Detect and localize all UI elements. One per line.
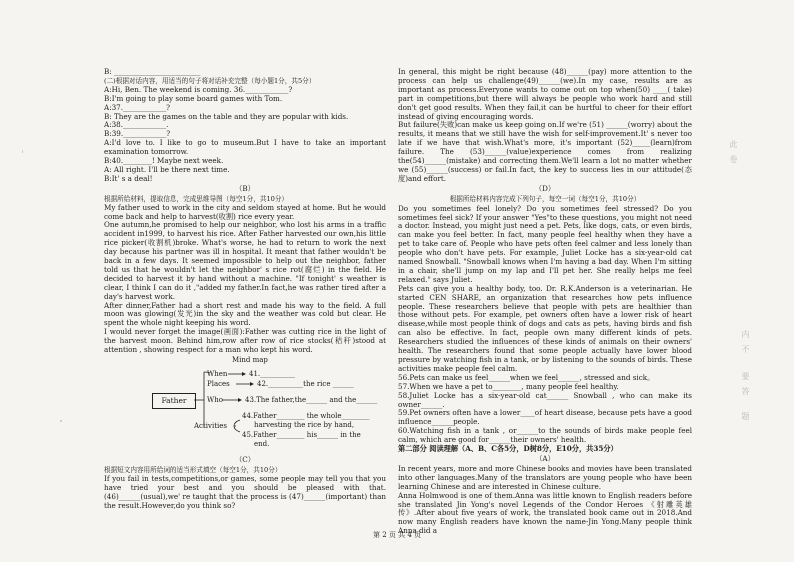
question-59: 59.Pet owners often have a lower____of heart disease, because pets have a good influence______people. — [398, 408, 692, 427]
section-c-title: （C） — [235, 455, 255, 464]
mind-map-places-blank: 42.__________the rice ______ — [257, 380, 354, 388]
dialog-line: B:It' s a deal! — [104, 173, 153, 183]
section-b-instructions: 根据所给材料，提取信息，完成思维导图（每空1分，共10分） — [104, 194, 289, 203]
story-paragraph: My father used to work in the city and seldom stayed at home. But he would come back and help to harvest(收割) rice every year. — [104, 202, 386, 221]
mind-map-when-label: When — [207, 370, 228, 378]
scan-speck — [60, 420, 62, 422]
mind-map-who-label: Who — [207, 396, 223, 404]
scan-speck — [22, 150, 23, 153]
dialog-line: A: All right. I'll be there next time. — [104, 164, 230, 174]
dialog-line: B:40.________! Maybe next week. — [104, 156, 224, 166]
mind-map-activity-45: 45.Father________ his______ in the — [242, 431, 361, 439]
dialog-line: A:38.____________. — [104, 120, 169, 130]
mind-map-activity-44: 44.Father________ the whole________ — [242, 412, 370, 420]
dialog-line: A:I'd love to. I like to go to museum.But I have to take an important examination tomorrow. — [104, 138, 386, 157]
dialog-line: B:39.____________? — [104, 129, 171, 139]
mind-map-places-label: Places — [207, 380, 230, 388]
answer-line-b: B: ________________________ — [104, 67, 201, 76]
reading-paragraph: Anna Holmwood is one of them.Anna was little known to English readers before she translated Jin Yong's novel Legends of the Condor Heroes 《射雕英雄传》.After about five years of work, the translated book came out in 2018.And now many English readers have known the name-Jin Yong.Many people think Anna did a — [398, 490, 692, 536]
margin-mark: 要 — [741, 372, 750, 380]
margin-mark: 答 — [741, 387, 750, 395]
section-b-title: （B） — [235, 183, 255, 193]
margin-mark: 不 — [741, 345, 750, 353]
part-2-title: 第二部分 阅读理解（A、B、C各5分，D树8分，E10分，共35分） — [398, 444, 618, 454]
reading-paragraph: Pets can give you a healthy body, too. Dr. R.K.Anderson is a veterinarian. He started CEN SHARE, an organization that researches how pets influence people. These researchers believe that people with pets are healthier than those without pets. For example, pet owners often have a lower risk of heart disease,while most people think of dogs and cats as pets, having birds and fish can also be effective. In fact, people own many different kinds of pets. Researchers studied the influences of these kinds of animals on their owners' health. The researchers found that some people actually have lower blood pressure by watching fish in a tank, or by listening to the sounds of birds. These activities make people feel calm. — [398, 283, 692, 373]
cloze-paragraph: In general, this might be right because (48)______(pay) more attention to the process can help us challenge(49)______(we).In my case, results are as important as process.Everyone wants to come out on top when(50) ____( take) part in competitions,but there will always be people who work hard and still don't get good results. When they fail,it can be hurtful to cheer for their effort instead of giving encouraging words. — [398, 67, 692, 121]
left-column — [104, 68, 386, 510]
dialog-line: A:Hi, Ben. The weekend is coming. 36.____________? — [104, 84, 293, 94]
reading-paragraph: Do you sometimes feel lonely? Do you sometimes feel stressed? Do you sometimes feel sick? If your answer "Yes"to these questions, you might not need a doctor. Instead, you might just need a pet. Pets, like dogs, cats, or even birds, can make you feel better. In fact, many people feel healthy when they have a pet to take care of. People who have pets often feel calmer and less lonely than people who don't have pets. For example, Juliet Locke has a six-year-old cat named Snowball. "Snowball knows when I'm having a bad day. When I'm sitting in a chair, she'll jump on my lap and I'll pet her. She really helps me feel relaxed." says Juliet. — [398, 203, 692, 284]
section-c-text: If you fail in tests,competitions,or games, some people may tell you that you have tried your best and you should be pleased with that.(46)______(usual),we' re taught that the process is (47)______(important) than the result.However,do you think so? — [104, 473, 386, 510]
section-c-instructions: 根据短文内容用所给词的适当形式填空（每空1分，共10分） — [104, 465, 282, 474]
dialog-line: A:37.____________? — [104, 102, 171, 112]
dialog-line: B:I'm going to play some board games with Tom. — [104, 93, 283, 103]
question-57: 57.When we have a pet to________, many people feel healthy. — [398, 381, 619, 391]
margin-mark: 题 — [741, 412, 750, 420]
section-d-title: （D） — [534, 183, 556, 193]
question-56: 56.Pets can make us feel______when we feel______, stressed and sick。 — [398, 372, 655, 382]
margin-mark: 卷 — [729, 155, 738, 163]
section-a-title: （A） — [535, 453, 555, 463]
mind-map-title: Mind map — [232, 356, 268, 364]
mind-map-activity-44-cont: harvesting the rice by hand, — [254, 421, 355, 429]
mind-map-who-blank: 43.The father,the______ and the______ — [245, 396, 378, 404]
question-60: 60.Watching fish in a tank , or______to the sounds of birds make people feel calm, which are good for______their owners' health. — [398, 426, 692, 445]
mind-map-activities-label: Activities — [194, 422, 228, 430]
margin-mark: 此 — [729, 140, 738, 148]
story-paragraph: One autumn,he promised to help our neighbor, who lost his arms in a traffic accident in1999, to harvest his rice. After Father harvested our own,his little rice picker(收割机)broke. What's worse, he had to return to work the next day because his partner was ill in hospital. It meant that father wouldn't be back in a few days. It seemed impossible to help out the neighbor, father told us that he wouldn't let the neighbor' s rice rot(腐烂) in the field. He decided to harvest it by hand without a machine. "If tonight' s weather is clear, I think I can do it ,"added my father.In fact,he was rather tired after a day's harvest work. — [104, 220, 386, 301]
margin-mark: 内 — [741, 330, 750, 338]
mind-map — [104, 356, 386, 454]
section-d-instructions: 根据所给材料内容完成下列句子，每空一词（每空1分，共10分） — [449, 194, 641, 203]
mind-map-when-blank: 41.__________ — [249, 370, 296, 378]
mind-map-activity-45-cont: end. — [254, 440, 270, 448]
reading-paragraph: In recent years, more and more Chinese books and movies have been translated into other languages.Many of the translators are young people who have been learning Chinese and are interested in Chinese culture. — [398, 463, 692, 491]
story-paragraph: I would never forget the image(画面):Father was cutting rice in the light of the harvest moon. Behind him,row after row of rice stocks(秸秆)stood at attention , showing respect for a man who kept his word. — [104, 327, 386, 355]
question-58: 58.Juliet Locke has a six-year-old cat______ Snowball , who can make its owner______. — [398, 390, 692, 409]
story-paragraph: After dinner,Father had a short rest and made his way to the field. A full moon was glowing(发光)in the sky and the weather was cold but clear. He spent the whole night keeping his word. — [104, 300, 386, 328]
right-column — [398, 68, 692, 536]
dialog-instructions: (二)根据对话内容，用适当的句子将对话补充完整（每小题1分，共5分） — [104, 76, 316, 85]
cloze-paragraph: But failure(失败)can make us keep going on.If we're (51) ______(worry) about the results, it means that we still have the wish for self-improvement.It' s never too late if we have that wish.What's more, it's important (52)_____(learn)from failure. The (53)______(value)experience comes from realizing the(54)______(mistake) and correcting them.We'll learn a lot no matter whether we (55)______(success) or fail.In fact, the key to success lies in our attitude(态度)and effort. — [398, 120, 692, 183]
dialog-line: B: They are the games on the table and they are popular with kids. — [104, 111, 349, 121]
mind-map-root: Father — [152, 393, 196, 409]
page-footer: 第 2 页 共 4 页 — [372, 531, 422, 539]
